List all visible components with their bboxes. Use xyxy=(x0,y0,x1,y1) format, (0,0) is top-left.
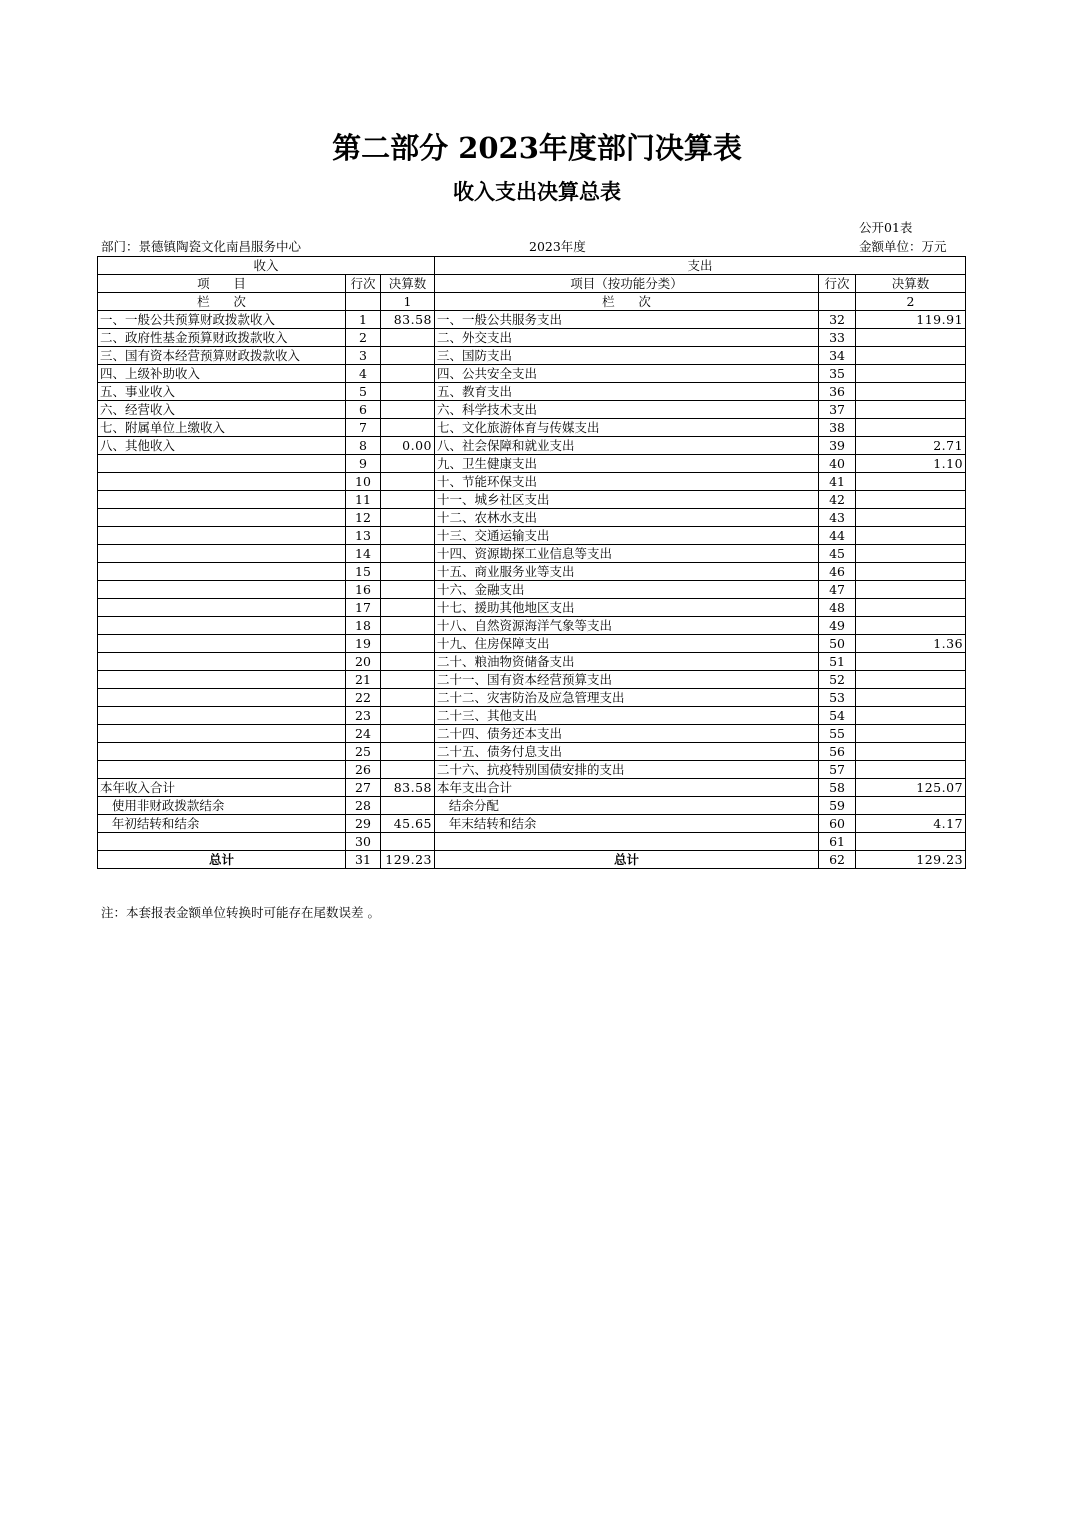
expense-item: 二十五、债务付息支出 xyxy=(435,743,819,761)
expense-item: 十六、金融支出 xyxy=(435,581,819,599)
lanci-expense-num: 2 xyxy=(856,293,966,311)
income-amount xyxy=(381,635,435,653)
income-line: 2 xyxy=(346,329,381,347)
expense-line: 48 xyxy=(819,599,856,617)
expense-line: 54 xyxy=(819,707,856,725)
expense-amount xyxy=(856,725,966,743)
income-line: 16 xyxy=(346,581,381,599)
expense-line: 58 xyxy=(819,779,856,797)
income-amount xyxy=(381,581,435,599)
expense-item: 二、外交支出 xyxy=(435,329,819,347)
expense-item: 四、公共安全支出 xyxy=(435,365,819,383)
expense-item: 三、国防支出 xyxy=(435,347,819,365)
income-line: 3 xyxy=(346,347,381,365)
expense-item: 九、卫生健康支出 xyxy=(435,455,819,473)
income-item xyxy=(98,545,346,563)
expense-line: 37 xyxy=(819,401,856,419)
total-row xyxy=(98,851,966,869)
expense-item: 二十一、国有资本经营预算支出 xyxy=(435,671,819,689)
table-row xyxy=(98,473,966,491)
income-amount xyxy=(381,419,435,437)
income-amount xyxy=(381,689,435,707)
table-row xyxy=(98,635,966,653)
expense-line: 56 xyxy=(819,743,856,761)
expense-item: 六、科学技术支出 xyxy=(435,401,819,419)
expense-amount: 1.10 xyxy=(856,455,966,473)
income-line: 11 xyxy=(346,491,381,509)
income-amount: 45.65 xyxy=(381,815,435,833)
income-item xyxy=(98,689,346,707)
income-item: 五、事业收入 xyxy=(98,383,346,401)
income-amount: 83.58 xyxy=(381,779,435,797)
expense-item: 七、文化旅游体育与传媒支出 xyxy=(435,419,819,437)
expense-item: 八、社会保障和就业支出 xyxy=(435,437,819,455)
income-total-amount: 129.23 xyxy=(381,851,435,869)
expense-amount xyxy=(856,563,966,581)
income-line: 17 xyxy=(346,599,381,617)
expense-header: 支出 xyxy=(435,257,966,275)
income-line: 18 xyxy=(346,617,381,635)
expense-item: 二十二、灾害防治及应急管理支出 xyxy=(435,689,819,707)
income-line: 15 xyxy=(346,563,381,581)
income-line: 26 xyxy=(346,761,381,779)
expense-line: 45 xyxy=(819,545,856,563)
table-row xyxy=(98,365,966,383)
expense-amount xyxy=(856,581,966,599)
income-header: 收入 xyxy=(98,257,435,275)
expense-line: 39 xyxy=(819,437,856,455)
year-label: 2023年度 xyxy=(529,239,586,254)
table-subtitle: 收入支出决算总表 xyxy=(453,179,621,204)
expense-line: 59 xyxy=(819,797,856,815)
expense-item: 十二、农林水支出 xyxy=(435,509,819,527)
income-line: 8 xyxy=(346,437,381,455)
expense-total-label: 总计 xyxy=(435,851,819,869)
expense-item: 一、一般公共服务支出 xyxy=(435,311,819,329)
footnote: 注：本套报表金额单位转换时可能存在尾数误差 。 xyxy=(101,905,380,920)
expense-amount xyxy=(856,329,966,347)
expense-line: 36 xyxy=(819,383,856,401)
lanci-blank2 xyxy=(819,293,856,311)
expense-line: 51 xyxy=(819,653,856,671)
expense-amount xyxy=(856,509,966,527)
income-line: 9 xyxy=(346,455,381,473)
expense-line: 52 xyxy=(819,671,856,689)
expense-line: 42 xyxy=(819,491,856,509)
expense-amount xyxy=(856,419,966,437)
income-line: 23 xyxy=(346,707,381,725)
expense-amount xyxy=(856,527,966,545)
income-item: 二、政府性基金预算财政拨款收入 xyxy=(98,329,346,347)
income-item: 三、国有资本经营预算财政拨款收入 xyxy=(98,347,346,365)
income-item: 八、其他收入 xyxy=(98,437,346,455)
income-line: 24 xyxy=(346,725,381,743)
col-line-header: 行次 xyxy=(346,275,381,293)
expense-amount xyxy=(856,761,966,779)
income-line: 22 xyxy=(346,689,381,707)
income-amount xyxy=(381,365,435,383)
income-item xyxy=(98,455,346,473)
income-amount xyxy=(381,761,435,779)
income-line: 29 xyxy=(346,815,381,833)
income-line: 20 xyxy=(346,653,381,671)
income-amount xyxy=(381,797,435,815)
expense-total-line: 62 xyxy=(819,851,856,869)
table-row xyxy=(98,815,966,833)
table-row xyxy=(98,671,966,689)
table-row xyxy=(98,419,966,437)
table-row xyxy=(98,689,966,707)
unit-label: 金额单位：万元 xyxy=(859,239,947,254)
expense-amount xyxy=(856,401,966,419)
income-item: 年初结转和结余 xyxy=(98,815,346,833)
lanci-blank xyxy=(346,293,381,311)
income-amount xyxy=(381,527,435,545)
expense-line: 46 xyxy=(819,563,856,581)
income-amount xyxy=(381,347,435,365)
income-amount xyxy=(381,563,435,581)
expense-line: 57 xyxy=(819,761,856,779)
expense-total-amount: 129.23 xyxy=(856,851,966,869)
income-line: 1 xyxy=(346,311,381,329)
income-line: 14 xyxy=(346,545,381,563)
income-item xyxy=(98,599,346,617)
department-label: 部门：景德镇陶瓷文化南昌服务中心 xyxy=(101,239,302,254)
expense-item: 十五、商业服务业等支出 xyxy=(435,563,819,581)
income-amount: 83.58 xyxy=(381,311,435,329)
expense-amount: 4.17 xyxy=(856,815,966,833)
table-row xyxy=(98,653,966,671)
expense-amount xyxy=(856,671,966,689)
table-row xyxy=(98,581,966,599)
expense-amount: 119.91 xyxy=(856,311,966,329)
table-row xyxy=(98,797,966,815)
expense-line: 38 xyxy=(819,419,856,437)
income-amount: 0.00 xyxy=(381,437,435,455)
table-row xyxy=(98,509,966,527)
expense-amount xyxy=(856,365,966,383)
table-row xyxy=(98,491,966,509)
income-amount xyxy=(381,617,435,635)
expense-line: 49 xyxy=(819,617,856,635)
table-row xyxy=(98,779,966,797)
expense-amount xyxy=(856,653,966,671)
expense-item: 二十六、抗疫特别国债安排的支出 xyxy=(435,761,819,779)
income-amount xyxy=(381,509,435,527)
table-row xyxy=(98,563,966,581)
form-code: 公开01表 xyxy=(859,220,913,235)
col-amount2-header: 决算数 xyxy=(856,275,966,293)
col-line2-header: 行次 xyxy=(819,275,856,293)
income-item xyxy=(98,509,346,527)
income-line: 25 xyxy=(346,743,381,761)
expense-item: 十九、住房保障支出 xyxy=(435,635,819,653)
table-row xyxy=(98,329,966,347)
expense-item xyxy=(435,833,819,851)
expense-amount xyxy=(856,689,966,707)
income-amount xyxy=(381,473,435,491)
income-expense-table xyxy=(97,256,966,869)
income-item: 一、一般公共预算财政拨款收入 xyxy=(98,311,346,329)
income-item xyxy=(98,617,346,635)
expense-item: 本年支出合计 xyxy=(435,779,819,797)
income-item xyxy=(98,563,346,581)
expense-item: 十一、城乡社区支出 xyxy=(435,491,819,509)
expense-line: 41 xyxy=(819,473,856,491)
income-line: 10 xyxy=(346,473,381,491)
table-row xyxy=(98,743,966,761)
income-item xyxy=(98,581,346,599)
col-item-header: 项 目 xyxy=(98,275,346,293)
income-amount xyxy=(381,545,435,563)
income-item: 四、上级补助收入 xyxy=(98,365,346,383)
expense-line: 47 xyxy=(819,581,856,599)
income-amount xyxy=(381,833,435,851)
expense-line: 34 xyxy=(819,347,856,365)
table-row xyxy=(98,599,966,617)
expense-line: 32 xyxy=(819,311,856,329)
income-line: 21 xyxy=(346,671,381,689)
expense-line: 33 xyxy=(819,329,856,347)
expense-line: 35 xyxy=(819,365,856,383)
table-row xyxy=(98,347,966,365)
lanci-row xyxy=(98,293,966,311)
table-row xyxy=(98,545,966,563)
table-row xyxy=(98,401,966,419)
income-amount xyxy=(381,671,435,689)
income-amount xyxy=(381,743,435,761)
income-line: 7 xyxy=(346,419,381,437)
income-line: 13 xyxy=(346,527,381,545)
expense-line: 61 xyxy=(819,833,856,851)
income-item xyxy=(98,743,346,761)
expense-amount xyxy=(856,833,966,851)
income-amount xyxy=(381,329,435,347)
expense-item: 二十四、债务还本支出 xyxy=(435,725,819,743)
income-item xyxy=(98,635,346,653)
income-item: 六、经营收入 xyxy=(98,401,346,419)
income-line: 28 xyxy=(346,797,381,815)
expense-item: 十八、自然资源海洋气象等支出 xyxy=(435,617,819,635)
income-line: 6 xyxy=(346,401,381,419)
income-amount xyxy=(381,455,435,473)
income-total-label: 总计 xyxy=(98,851,346,869)
income-item xyxy=(98,527,346,545)
table-row xyxy=(98,383,966,401)
table-row xyxy=(98,725,966,743)
income-amount xyxy=(381,383,435,401)
income-item xyxy=(98,473,346,491)
expense-amount xyxy=(856,617,966,635)
expense-item: 五、教育支出 xyxy=(435,383,819,401)
lanci-expense-label: 栏 次 xyxy=(435,293,819,311)
expense-amount xyxy=(856,383,966,401)
income-amount xyxy=(381,491,435,509)
income-amount xyxy=(381,599,435,617)
expense-amount: 2.71 xyxy=(856,437,966,455)
expense-item: 年末结转和结余 xyxy=(435,815,819,833)
lanci-income-label: 栏 次 xyxy=(98,293,346,311)
lanci-income-num: 1 xyxy=(381,293,435,311)
table-row xyxy=(98,761,966,779)
table-row xyxy=(98,833,966,851)
income-item: 七、附属单位上缴收入 xyxy=(98,419,346,437)
income-line: 4 xyxy=(346,365,381,383)
table-row xyxy=(98,527,966,545)
expense-line: 43 xyxy=(819,509,856,527)
col-expense-item-header: 项目（按功能分类） xyxy=(435,275,819,293)
income-line: 27 xyxy=(346,779,381,797)
expense-amount: 1.36 xyxy=(856,635,966,653)
income-amount xyxy=(381,707,435,725)
income-line: 30 xyxy=(346,833,381,851)
income-amount xyxy=(381,653,435,671)
expense-item: 二十、粮油物资储备支出 xyxy=(435,653,819,671)
income-item xyxy=(98,491,346,509)
income-line: 12 xyxy=(346,509,381,527)
expense-amount xyxy=(856,599,966,617)
income-item xyxy=(98,761,346,779)
expense-item: 十四、资源勘探工业信息等支出 xyxy=(435,545,819,563)
income-total-line: 31 xyxy=(346,851,381,869)
table-row xyxy=(98,455,966,473)
section-header-row xyxy=(98,257,966,275)
expense-amount xyxy=(856,545,966,563)
expense-item: 结余分配 xyxy=(435,797,819,815)
income-line: 5 xyxy=(346,383,381,401)
expense-amount xyxy=(856,743,966,761)
table-row xyxy=(98,707,966,725)
expense-line: 55 xyxy=(819,725,856,743)
expense-item: 十三、交通运输支出 xyxy=(435,527,819,545)
income-item: 本年收入合计 xyxy=(98,779,346,797)
income-item xyxy=(98,833,346,851)
expense-line: 53 xyxy=(819,689,856,707)
expense-line: 50 xyxy=(819,635,856,653)
expense-amount xyxy=(856,707,966,725)
expense-amount xyxy=(856,491,966,509)
expense-item: 十、节能环保支出 xyxy=(435,473,819,491)
expense-amount xyxy=(856,473,966,491)
income-amount xyxy=(381,725,435,743)
column-header-row xyxy=(98,275,966,293)
income-amount xyxy=(381,401,435,419)
income-item xyxy=(98,671,346,689)
expense-item: 二十三、其他支出 xyxy=(435,707,819,725)
expense-line: 44 xyxy=(819,527,856,545)
table-row xyxy=(98,617,966,635)
page-title: 第二部分 2023年度部门决算表 xyxy=(332,131,742,165)
expense-amount: 125.07 xyxy=(856,779,966,797)
expense-line: 40 xyxy=(819,455,856,473)
expense-amount xyxy=(856,347,966,365)
expense-item: 十七、援助其他地区支出 xyxy=(435,599,819,617)
income-item xyxy=(98,707,346,725)
income-line: 19 xyxy=(346,635,381,653)
expense-amount xyxy=(856,797,966,815)
income-item xyxy=(98,653,346,671)
table-row xyxy=(98,437,966,455)
income-item: 使用非财政拨款结余 xyxy=(98,797,346,815)
col-amount-header: 决算数 xyxy=(381,275,435,293)
income-item xyxy=(98,725,346,743)
expense-line: 60 xyxy=(819,815,856,833)
table-row xyxy=(98,311,966,329)
